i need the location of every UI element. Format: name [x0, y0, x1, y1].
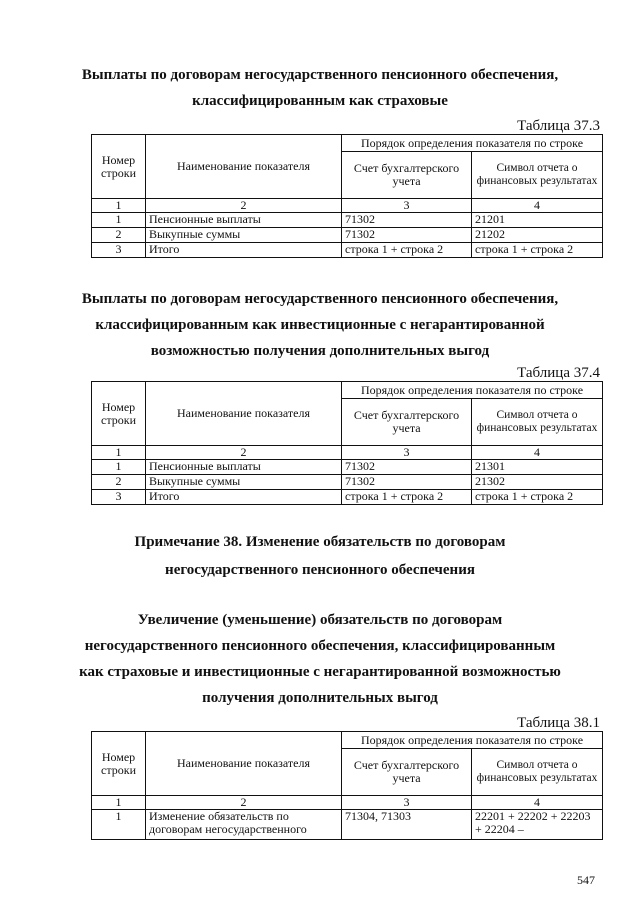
heading-line: как страховые и инвестиционные с негарантированной возможностью — [79, 664, 561, 680]
row-name: Итого — [146, 490, 342, 505]
col-number: 2 — [146, 796, 342, 810]
heading-line: Выплаты по договорам негосударственного пенсионного обеспечения, — [81, 291, 559, 307]
row-symbol: 22201 + 22202 + 22203 + 22204 – — [472, 810, 603, 840]
section-heading-37-4 — [0, 286, 640, 364]
table-38-1 — [91, 731, 603, 840]
table-37-3 — [91, 134, 603, 258]
row-account: 71302 — [342, 213, 472, 228]
section-heading-38-1 — [0, 607, 640, 711]
header-group: Порядок определения показателя по строке — [342, 382, 603, 399]
row-number: 1 — [92, 810, 146, 840]
col-number: 3 — [342, 446, 472, 460]
header-group: Порядок определения показателя по строке — [342, 732, 603, 749]
col-number: 3 — [342, 796, 472, 810]
col-number: 4 — [472, 446, 603, 460]
row-name: Выкупные суммы — [146, 228, 342, 243]
section-heading-37-3 — [0, 62, 640, 114]
table-row — [92, 475, 603, 490]
row-account: 71304, 71303 — [342, 810, 472, 840]
row-symbol: 21302 — [472, 475, 603, 490]
header-row-number: Номер строки — [92, 382, 146, 446]
table-row — [92, 213, 603, 228]
row-number: 3 — [92, 490, 146, 505]
header-symbol: Символ отчета о финансовых результатах — [472, 749, 603, 796]
col-number: 1 — [92, 796, 146, 810]
row-number: 2 — [92, 228, 146, 243]
header-account: Счет бухгалтерского учета — [342, 749, 472, 796]
row-account: строка 1 + строка 2 — [342, 243, 472, 258]
heading-line: возможностью получения дополнительных выгод — [150, 343, 490, 359]
row-name: Выкупные суммы — [146, 475, 342, 490]
header-indicator: Наименование показателя — [146, 382, 342, 446]
row-number: 2 — [92, 475, 146, 490]
col-number: 4 — [472, 199, 603, 213]
heading-line: негосударственного пенсионного обеспечения, классифицированным — [84, 638, 556, 654]
header-group: Порядок определения показателя по строке — [342, 135, 603, 152]
row-account: 71302 — [342, 228, 472, 243]
row-number: 1 — [92, 213, 146, 228]
page-number: 547 — [577, 873, 595, 887]
table-row — [92, 490, 603, 505]
table-caption: Таблица 37.4 — [517, 365, 600, 381]
row-symbol: 21201 — [472, 213, 603, 228]
row-name: Пенсионные выплаты — [146, 460, 342, 475]
row-symbol: строка 1 + строка 2 — [472, 243, 603, 258]
heading-line: негосударственного пенсионного обеспечения — [165, 562, 475, 578]
header-indicator: Наименование показателя — [146, 732, 342, 796]
table-caption: Таблица 38.1 — [517, 715, 600, 731]
header-row-number: Номер строки — [92, 135, 146, 199]
table-row — [92, 810, 603, 840]
table-row — [92, 228, 603, 243]
heading-line: Выплаты по договорам негосударственного пенсионного обеспечения, — [81, 67, 559, 83]
header-symbol: Символ отчета о финансовых результатах — [472, 152, 603, 199]
table-row — [92, 243, 603, 258]
row-account: 71302 — [342, 460, 472, 475]
col-number: 2 — [146, 446, 342, 460]
table-caption: Таблица 37.3 — [517, 118, 600, 134]
row-symbol: 21202 — [472, 228, 603, 243]
header-account: Счет бухгалтерского учета — [342, 399, 472, 446]
col-number: 3 — [342, 199, 472, 213]
row-account: 71302 — [342, 475, 472, 490]
header-account: Счет бухгалтерского учета — [342, 152, 472, 199]
header-symbol: Символ отчета о финансовых результатах — [472, 399, 603, 446]
row-name: Пенсионные выплаты — [146, 213, 342, 228]
col-number: 2 — [146, 199, 342, 213]
row-symbol: строка 1 + строка 2 — [472, 490, 603, 505]
heading-line: классифицированным как страховые — [192, 93, 448, 109]
note-38-heading — [0, 529, 640, 583]
row-account: строка 1 + строка 2 — [342, 490, 472, 505]
row-symbol: 21301 — [472, 460, 603, 475]
table-row — [92, 460, 603, 475]
col-number: 1 — [92, 446, 146, 460]
row-number: 3 — [92, 243, 146, 258]
table-37-4 — [91, 381, 603, 505]
col-number: 1 — [92, 199, 146, 213]
col-number: 4 — [472, 796, 603, 810]
header-row-number: Номер строки — [92, 732, 146, 796]
header-indicator: Наименование показателя — [146, 135, 342, 199]
heading-line: получения дополнительных выгод — [202, 690, 438, 706]
row-number: 1 — [92, 460, 146, 475]
heading-line: классифицированным как инвестиционные с негарантированной — [95, 317, 545, 333]
heading-line: Примечание 38. Изменение обязательств по договорам — [134, 534, 506, 550]
heading-line: Увеличение (уменьшение) обязательств по договорам — [137, 612, 503, 628]
row-name: Итого — [146, 243, 342, 258]
row-name: Изменение обязательств по договорам негосударственного — [146, 810, 342, 840]
